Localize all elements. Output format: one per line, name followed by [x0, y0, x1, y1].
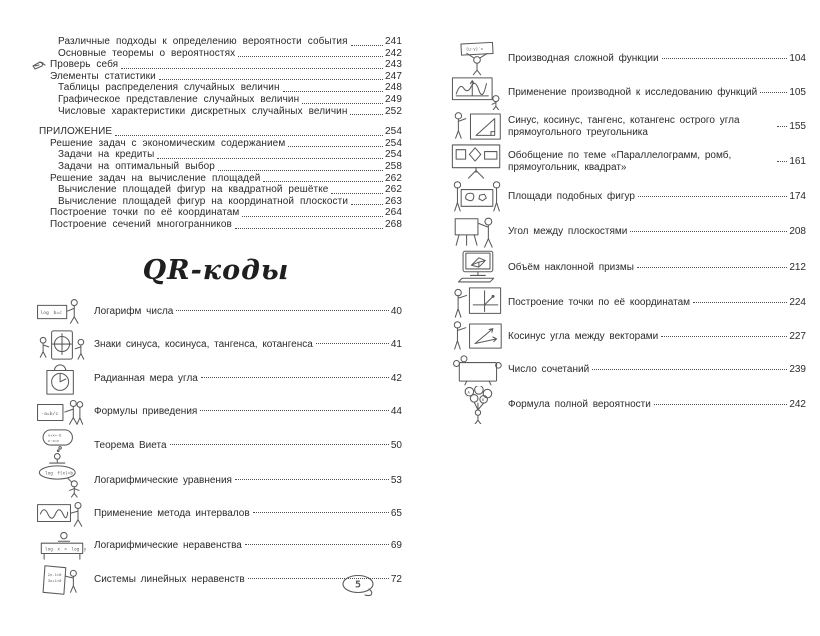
table-of-contents — [30, 36, 402, 231]
dot-leader — [245, 544, 389, 545]
qr-list-item — [446, 250, 806, 286]
dot-leader — [170, 444, 389, 445]
toc-label: Элементы статистики — [50, 70, 156, 82]
dot-leader — [242, 216, 383, 217]
graph-board-person-icon — [446, 76, 508, 110]
dot-leader — [200, 410, 389, 411]
dot-leader — [159, 79, 383, 80]
toc-label: Числовые характеристики дискретных случайных величин — [58, 105, 348, 117]
person-vectors-board-icon — [446, 320, 508, 354]
right-item-page: 208 — [789, 226, 806, 237]
qr-item-page: 40 — [390, 305, 402, 317]
qr-list-item — [30, 530, 402, 562]
toc-row — [39, 149, 402, 161]
qr-codes-list — [30, 296, 402, 598]
qr-item-label: Системы линейных неравенств — [94, 573, 245, 585]
right-item-page: 242 — [789, 399, 806, 410]
toc-label: Графическое представление случайных величин — [58, 93, 300, 105]
toc-label: Построение точки по её координатам — [50, 207, 240, 219]
svg-text:3x+1<0: 3x+1<0 — [47, 577, 62, 583]
qr-list-item — [446, 144, 806, 180]
toc-page-number: 247 — [385, 70, 402, 82]
dot-leader — [157, 158, 383, 159]
dot-leader — [661, 336, 787, 337]
qr-item-label: Логарифмические неравенства — [94, 539, 242, 551]
person-triangle-board-icon — [446, 110, 508, 144]
dot-leader — [263, 181, 383, 182]
dot-leader — [253, 512, 389, 513]
dot-leader — [302, 103, 383, 104]
desk-log-person-icon — [30, 530, 94, 562]
formula-board-person-icon — [30, 396, 94, 428]
right-item-label: Обобщение по теме «Параллелограмм, ромб, прямоугольник, квадрат» — [508, 150, 732, 173]
left-column — [30, 36, 402, 598]
qr-item-page: 41 — [390, 338, 402, 350]
toc-page-number: 252 — [385, 105, 402, 117]
log-board-person-icon — [30, 296, 94, 328]
svg-text:log f(x)=b: log f(x)=b — [45, 470, 73, 476]
dot-leader — [121, 68, 383, 69]
toc-row — [39, 173, 402, 185]
qr-item-page: 69 — [390, 539, 402, 551]
page-number: 5 — [354, 579, 362, 591]
toc-page-number: 263 — [385, 195, 402, 207]
person-axes-board-icon — [446, 286, 508, 320]
toc-page-number: 243 — [385, 59, 402, 71]
person-holding-sign-icon — [446, 42, 508, 76]
person-easel-icon — [446, 214, 508, 250]
dot-leader — [288, 146, 383, 147]
qr-item-label: Логарифмические уравнения — [94, 474, 232, 486]
dot-leader — [283, 91, 383, 92]
flipchart-shapes-icon — [446, 144, 508, 180]
toc-page-number: 248 — [385, 82, 402, 94]
speech-bubble-log-icon — [30, 464, 94, 498]
toc-row — [39, 138, 402, 150]
right-item-label: Косинус угла между векторами — [508, 331, 659, 342]
qr-item-label: Теорема Виета — [94, 439, 167, 451]
qr-list-item — [446, 76, 806, 110]
qr-list-item — [30, 464, 402, 498]
toc-row — [39, 82, 402, 94]
toc-page-number: 254 — [385, 126, 402, 138]
people-around-screen-icon — [446, 354, 508, 386]
qr-list-item — [446, 286, 806, 320]
dot-leader — [351, 45, 383, 46]
dot-leader — [637, 267, 787, 268]
svg-text:2x-1>0: 2x-1>0 — [47, 571, 62, 577]
right-column — [446, 36, 806, 598]
qr-list-item — [446, 180, 806, 214]
qr-list-item — [30, 362, 402, 396]
monitor-prism-icon — [446, 250, 508, 286]
right-item-label: Применение производной к исследованию функций — [508, 87, 758, 98]
dot-leader — [316, 343, 389, 344]
qr-item-label: Применение метода интервалов — [94, 507, 250, 519]
toc-row — [39, 161, 402, 173]
svg-text:log b=c: log b=c — [40, 310, 62, 316]
dot-leader — [662, 58, 788, 59]
toc-row — [39, 71, 402, 83]
toc-row — [39, 94, 402, 106]
right-item-label: Производная сложной функции — [508, 53, 659, 64]
right-item-label: Формула полной вероятности — [508, 399, 651, 410]
toc-label: Вычисление площадей фигур на координатной плоскости — [58, 195, 349, 207]
qr-list-item — [30, 296, 402, 328]
right-item-page: 174 — [789, 191, 806, 202]
svg-text:x·x=c: x·x=c — [47, 437, 60, 443]
qr-item-label: Радианная мера угла — [94, 372, 198, 384]
inequalities-sheet-person-icon — [30, 562, 94, 598]
toc-label: Построение сечений многогранников — [50, 218, 232, 230]
toc-page-number: 249 — [385, 93, 402, 105]
right-item-page: 104 — [789, 53, 806, 64]
unit-circle-people-icon — [30, 328, 94, 362]
qr-item-page: 44 — [390, 405, 402, 417]
toc-row — [39, 48, 402, 60]
toc-label: Проверь себя — [50, 59, 119, 71]
qr-item-page: 72 — [390, 573, 402, 585]
toc-label: Решение задач с экономическим содержанием — [50, 137, 286, 149]
right-item-page: 105 — [789, 87, 806, 98]
toc-row — [39, 106, 402, 118]
right-item-page: 155 — [789, 121, 806, 132]
dot-leader — [176, 310, 389, 311]
toc-page-number: 262 — [385, 172, 402, 184]
svg-text:-a=b/c: -a=b/c — [41, 411, 59, 417]
qr-list-item — [446, 386, 806, 424]
thought-cloud-equations-icon — [30, 428, 94, 464]
dot-leader — [777, 161, 787, 162]
qr-item-page: 50 — [390, 439, 402, 451]
qr-item-page: 65 — [390, 507, 402, 519]
dot-leader — [693, 302, 787, 303]
right-item-label: Площади подобных фигур — [508, 191, 635, 202]
dot-leader — [654, 404, 787, 405]
toc-page-number: 242 — [385, 47, 402, 59]
qr-list-item — [30, 498, 402, 530]
toc-label: Таблицы распределения случайных величин — [58, 82, 280, 94]
toc-label: Вычисление площадей фигур на квадратной решётке — [58, 184, 329, 196]
svg-text:x+x=-b: x+x=-b — [47, 432, 62, 438]
dot-leader — [760, 92, 787, 93]
right-item-page: 161 — [789, 156, 806, 167]
toc-page-number: 262 — [385, 184, 402, 196]
toc-page-number: 268 — [385, 218, 402, 230]
dot-leader — [350, 114, 383, 115]
svg-text:A: A — [467, 389, 470, 395]
toc-label: Решение задач на вычисление площадей — [50, 172, 261, 184]
dot-leader — [592, 369, 787, 370]
qr-list-item — [446, 42, 806, 76]
svg-text:B: B — [481, 397, 485, 403]
dot-leader — [115, 135, 383, 136]
right-item-label: Синус, косинус, тангенс, котангенс острого угла прямоугольного треугольника — [508, 115, 740, 138]
dot-leader — [630, 231, 787, 232]
two-people-banner-icon — [446, 180, 508, 214]
dot-leader — [777, 126, 787, 127]
toc-page-number: 254 — [385, 137, 402, 149]
qr-list-item — [446, 320, 806, 354]
dot-leader — [351, 204, 383, 205]
right-item-page: 212 — [789, 262, 806, 273]
qr-list-item — [446, 110, 806, 144]
toc-label: Основные теоремы о вероятностях — [58, 47, 236, 59]
qr-item-page: 53 — [390, 474, 402, 486]
toc-label: Задачи на оптимальный выбор — [58, 160, 215, 172]
right-item-label: Построение точки по её координатам — [508, 297, 691, 308]
svg-text:log x > log y: log x > log y — [45, 547, 87, 553]
dot-leader — [235, 228, 383, 229]
qr-item-label: Логарифм числа — [94, 305, 174, 317]
toc-label: Задачи на кредиты — [58, 149, 155, 161]
qr-list-item — [30, 428, 402, 464]
toc-page-number: 264 — [385, 207, 402, 219]
page-number-bubble — [340, 574, 384, 607]
dot-leader — [638, 196, 787, 197]
toc-row — [39, 59, 402, 71]
qr-list-item — [30, 396, 402, 428]
dot-leader — [201, 377, 389, 378]
clock-bag-icon — [30, 362, 94, 396]
toc-row — [39, 196, 402, 208]
qr-list-item — [446, 214, 806, 250]
right-item-label: Число сочетаний — [508, 364, 590, 375]
qr-codes-heading: QR-коды — [142, 254, 290, 286]
toc-label: Различные подходы к определению вероятности события — [58, 36, 348, 47]
dot-leader — [331, 193, 383, 194]
qr-list-item — [446, 354, 806, 386]
toc-row — [39, 126, 402, 138]
dot-leader — [238, 56, 383, 57]
right-item-page: 224 — [789, 297, 806, 308]
toc-page-number: 258 — [385, 160, 402, 172]
toc-row — [39, 184, 402, 196]
toc-row — [39, 36, 402, 48]
right-item-label: Угол между плоскостями — [508, 226, 628, 237]
right-item-page: 239 — [789, 364, 806, 375]
toc-page-number: 241 — [385, 36, 402, 47]
person-probability-balloons-icon — [446, 386, 508, 424]
dot-leader — [235, 479, 389, 480]
svg-text:(u·v)′=: (u·v)′= — [465, 46, 484, 52]
wave-board-person-icon — [30, 498, 94, 530]
toc-page-number: 254 — [385, 149, 402, 161]
right-item-page: 227 — [789, 331, 806, 342]
dot-leader — [218, 170, 383, 171]
qr-item-label: Формулы приведения — [94, 405, 198, 417]
right-item-label: Объём наклонной призмы — [508, 262, 634, 273]
toc-row — [39, 219, 402, 231]
toc-label: ПРИЛОЖЕНИЕ — [39, 126, 113, 138]
qr-list-item — [30, 328, 402, 362]
qr-item-label: Знаки синуса, косинуса, тангенса, котангенса — [94, 338, 313, 350]
toc-row — [39, 207, 402, 219]
qr-item-page: 42 — [390, 372, 402, 384]
